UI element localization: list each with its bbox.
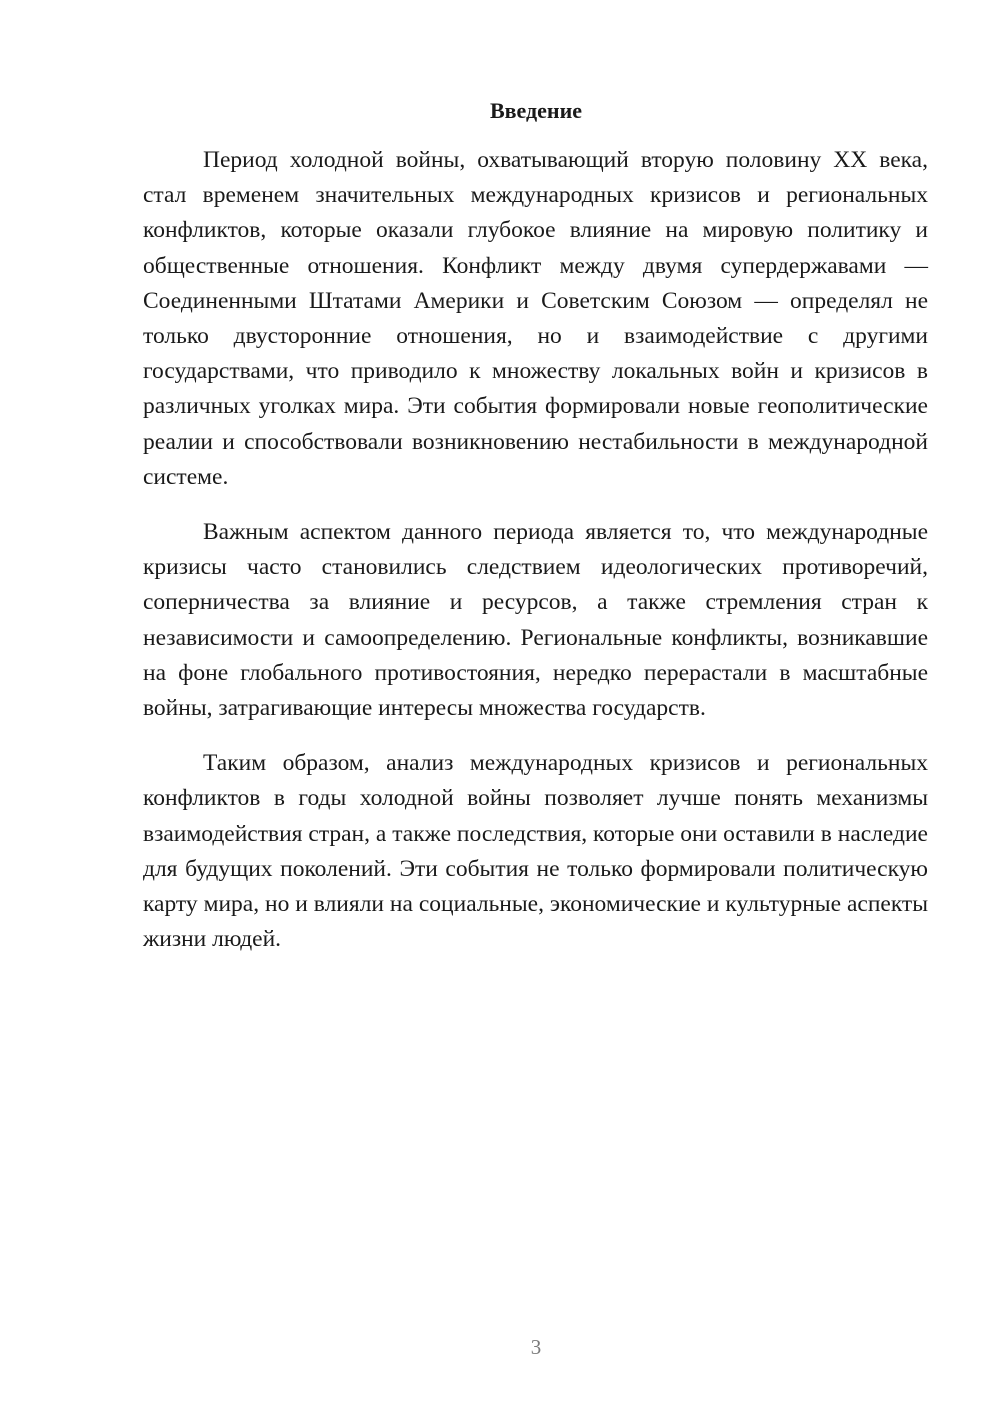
page-title: Введение [489, 98, 583, 123]
paragraph-3: Таким образом, анализ международных кризисов и региональных конфликтов в годы холодной войны позволяет лучше понять механизмы взаимодействия стран, а также последствия, которые они оставили в наследие для будущих поколений. Эти события не только формировали политическую карту мира, но и влияли на социальные, экономические и культурные аспекты жизни людей. [143, 750, 928, 953]
page-number: 3 [530, 1335, 542, 1359]
paragraph-2: Важным аспектом данного периода является то, что международные кризисы часто становились следствием идеологических противоречий, соперничества за влияние и ресурсов, а также стремления стран к независимости и самоопределению. Региональные конфликты, возникавшие на фоне глобального противостояния, нередко перерастали в масштабные войны, затрагивающие интересы множества государств. [143, 519, 928, 722]
document-body [143, 143, 928, 977]
paragraph-1: Период холодной войны, охватывающий вторую половину XX века, стал временем значительных международных кризисов и региональных конфликтов, которые оказали глубокое влияние на мировую политику и общественные отношения. Конфликт между двумя супердержавами — Соединенными Штатами Америки и Советским Союзом — определял не только двусторонние отношения, но и взаимодействие с другими государствами, что приводило к множеству локальных войн и кризисов в различных уголках мира. Эти события формировали новые геополитические реалии и способствовали возникновению нестабильности в международной системе. [143, 147, 928, 490]
